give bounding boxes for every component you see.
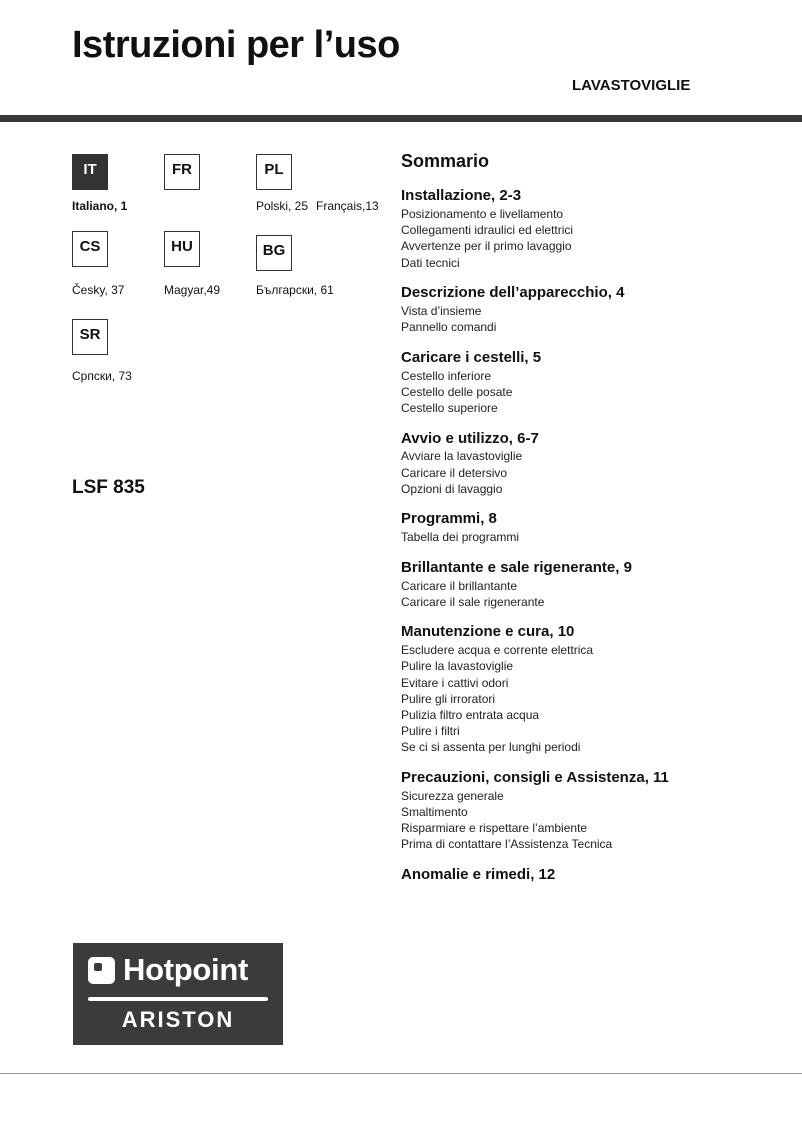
toc-heading: Descrizione dell’apparecchio, 4 <box>401 284 625 301</box>
lang-box-cs[interactable]: CS <box>72 231 108 267</box>
lang-label-it: Italiano, 1 <box>72 199 128 213</box>
toc-heading: Avvio e utilizzo, 6-7 <box>401 430 539 447</box>
toc-item: Cestello delle posate <box>401 385 513 399</box>
toc-item: Pulire i filtri <box>401 724 460 738</box>
lang-label-cs: Česky, 37 <box>72 283 125 297</box>
toc-item: Caricare il brillantante <box>401 579 518 593</box>
toc-item: Caricare il sale rigenerante <box>401 595 545 609</box>
toc-item: Pannello comandi <box>401 320 497 334</box>
toc-heading: Anomalie e rimedi, 12 <box>401 866 556 883</box>
logo-divider <box>88 997 268 1001</box>
hotpoint-ariston-logo <box>73 943 283 1045</box>
toc-item: Cestello superiore <box>401 401 498 415</box>
toc-item: Avvertenze per il primo lavaggio <box>401 239 572 253</box>
lang-box-fr[interactable]: FR <box>164 154 200 190</box>
model-number: LSF 835 <box>72 477 145 498</box>
toc-item: Tabella dei programmi <box>401 530 520 544</box>
toc-heading: Manutenzione e cura, 10 <box>401 623 575 640</box>
logo-sub-text: ARISTON <box>121 1007 235 1032</box>
brand-mark-icon <box>88 957 115 984</box>
toc-item: Cestello inferiore <box>401 369 492 383</box>
toc-item: Risparmiare e rispettare l’ambiente <box>401 821 588 835</box>
toc-item: Se ci si assenta per lunghi periodi <box>401 740 581 754</box>
toc-heading: Caricare i cestelli, 5 <box>401 349 542 366</box>
logo-brand-text: Hotpoint <box>123 952 248 987</box>
toc-heading: Precauzioni, consigli e Assistenza, 11 <box>401 769 669 786</box>
toc-item: Prima di contattare l’Assistenza Tecnica <box>401 837 613 851</box>
lang-label-pl: Polski, 25 <box>256 199 309 213</box>
lang-label-hu: Magyar,49 <box>164 283 221 297</box>
toc-title: Sommario <box>401 151 490 171</box>
lang-label-bg: Български, 61 <box>256 283 334 297</box>
toc-heading: Programmi, 8 <box>401 510 497 527</box>
lang-box-hu[interactable]: HU <box>164 231 200 267</box>
toc-item: Pulire la lavastoviglie <box>401 659 514 673</box>
lang-box-bg[interactable]: BG <box>256 235 292 271</box>
toc-item: Dati tecnici <box>401 256 460 270</box>
toc-heading: Installazione, 2-3 <box>401 187 522 204</box>
product-category: LAVASTOVIGLIE <box>572 77 691 94</box>
lang-label-sr: Српски, 73 <box>72 369 132 383</box>
toc-item: Posizionamento e livellamento <box>401 207 564 221</box>
toc-item: Vista d’insieme <box>401 304 482 318</box>
toc-item: Collegamenti idraulici ed elettrici <box>401 223 574 237</box>
lang-box-it[interactable]: IT <box>72 154 108 190</box>
toc-item: Sicurezza generale <box>401 789 504 803</box>
toc-item: Evitare i cattivi odori <box>401 676 509 690</box>
lang-box-pl[interactable]: PL <box>256 154 292 190</box>
lang-box-sr[interactable]: SR <box>72 319 108 355</box>
toc-item: Smaltimento <box>401 805 468 819</box>
toc-item: Pulire gli irroratori <box>401 692 496 706</box>
footer-divider <box>0 1073 802 1074</box>
toc-item: Opzioni di lavaggio <box>401 482 503 496</box>
toc-heading: Brillantante e sale rigenerante, 9 <box>401 559 632 576</box>
toc-item: Caricare il detersivo <box>401 466 508 480</box>
toc-item: Escludere acqua e corrente elettrica <box>401 643 594 657</box>
lang-label-fr: Français,13 <box>316 199 379 213</box>
toc-item: Avviare la lavastoviglie <box>401 449 523 463</box>
toc-item: Pulizia filtro entrata acqua <box>401 708 540 722</box>
page-title: Istruzioni per l’uso <box>72 24 400 66</box>
header-divider <box>0 115 802 122</box>
